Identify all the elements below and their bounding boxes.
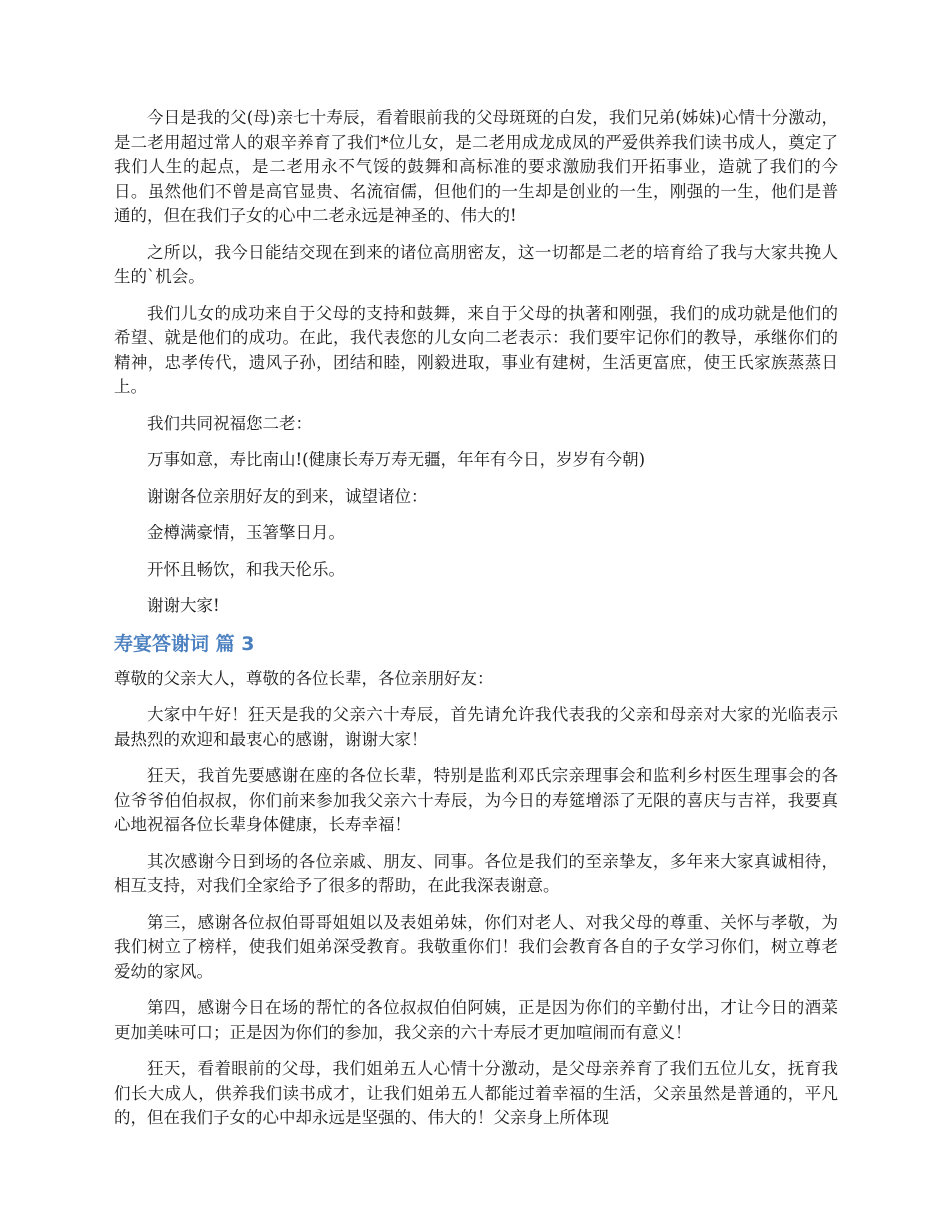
paragraph: 之所以，我今日能结交现在到来的诸位高朋密友，这一切都是二老的培育给了我与大家共挽人生的`机会。 — [114, 242, 838, 286]
paragraph: 金樽满豪情，玉箸擎日月。 — [147, 523, 345, 542]
document-page — [114, 106, 838, 1143]
paragraph: 第三，感谢各位叔伯哥哥姐姐以及表姐弟妹，你们对老人、对我父母的尊重、关怀与孝敬，为我们树立了榜样，使我们姐弟深受教育。我敬重你们！我们会教育各自的子女学习你们，树立尊老爱幼的家风。 — [114, 912, 838, 981]
paragraph: 狂天，看着眼前的父母，我们姐弟五人心情十分激动，是父母亲养育了我们五位儿女，抚育我们长大成人，供养我们读书成才，让我们姐弟五人都能过着幸福的生活，父亲虽然是普通的，平凡的，但在我们子女的心中却永远是坚强的、伟大的！父亲身上所体现 — [114, 1059, 838, 1127]
paragraph: 万事如意，寿比南山!(健康长寿万寿无疆，年年有今日，岁岁有今朝) — [147, 450, 646, 469]
paragraph: 今日是我的父(母)亲七十寿辰，看着眼前我的父母斑斑的白发，我们兄弟(姊妹)心情十分激动，是二老用超过常人的艰辛养育了我们*位儿女，是二老用成龙成凤的严爱供养我们读书成人，奠定了我们人生的起点，是二老用永不气馁的鼓舞和高标准的要求激励我们开拓事业，造就了我们的今日。虽然他们不曾是高官显贵、名流宿儒，但他们的一生却是创业的一生，刚强的一生，他们是普通的，但在我们子女的心中二老永远是神圣的、伟大的! — [114, 108, 838, 225]
paragraph: 大家中午好！狂天是我的父亲六十寿辰，首先请允许我代表我的父亲和母亲对大家的光临表示最热烈的欢迎和最衷心的感谢，谢谢大家！ — [114, 705, 838, 749]
paragraph: 谢谢大家! — [147, 596, 220, 615]
paragraph: 第四，感谢今日在场的帮忙的各位叔叔伯伯阿姨，正是因为你们的辛勤付出，才让今日的酒菜更加美味可口；正是因为你们的参加，我父亲的六十寿辰才更加喧闹而有意义！ — [114, 998, 838, 1042]
paragraph: 我们儿女的成功来自于父母的支持和鼓舞，来自于父母的执著和刚强，我们的成功就是他们的希望、就是他们的成功。在此，我代表您的儿女向二老表示：我们要牢记你们的教导，承继你们的精神，忠孝传代，遗风子孙，团结和睦，刚毅进取，事业有建树，生活更富庶，使王氏家族蒸蒸日上。 — [114, 303, 838, 396]
paragraph: 其次感谢今日到场的各位亲戚、朋友、同事。各位是我们的至亲挚友，多年来大家真诚相待，相互支持，对我们全家给予了很多的帮助，在此我深表谢意。 — [114, 851, 838, 895]
paragraph: 我们共同祝福您二老： — [147, 413, 312, 433]
paragraph: 开怀且畅饮，和我天伦乐。 — [147, 559, 345, 579]
paragraph: 谢谢各位亲朋好友的到来，诚望诸位： — [147, 486, 428, 506]
paragraph: 狂天，我首先要感谢在座的各位长辈，特别是监利邓氏宗亲理事会和监利乡村医生理事会的各位爷爷伯伯叔叔，你们前来参加我父亲六十寿辰，为今日的寿筵增添了无限的喜庆与吉祥，我要真心地祝福各位长辈身体健康，长寿幸福！ — [114, 766, 838, 834]
salutation: 尊敬的父亲大人，尊敬的各位长辈，各位亲朋好友： — [114, 668, 494, 688]
section-heading: 寿宴答谢词 篇 3 — [114, 632, 255, 655]
